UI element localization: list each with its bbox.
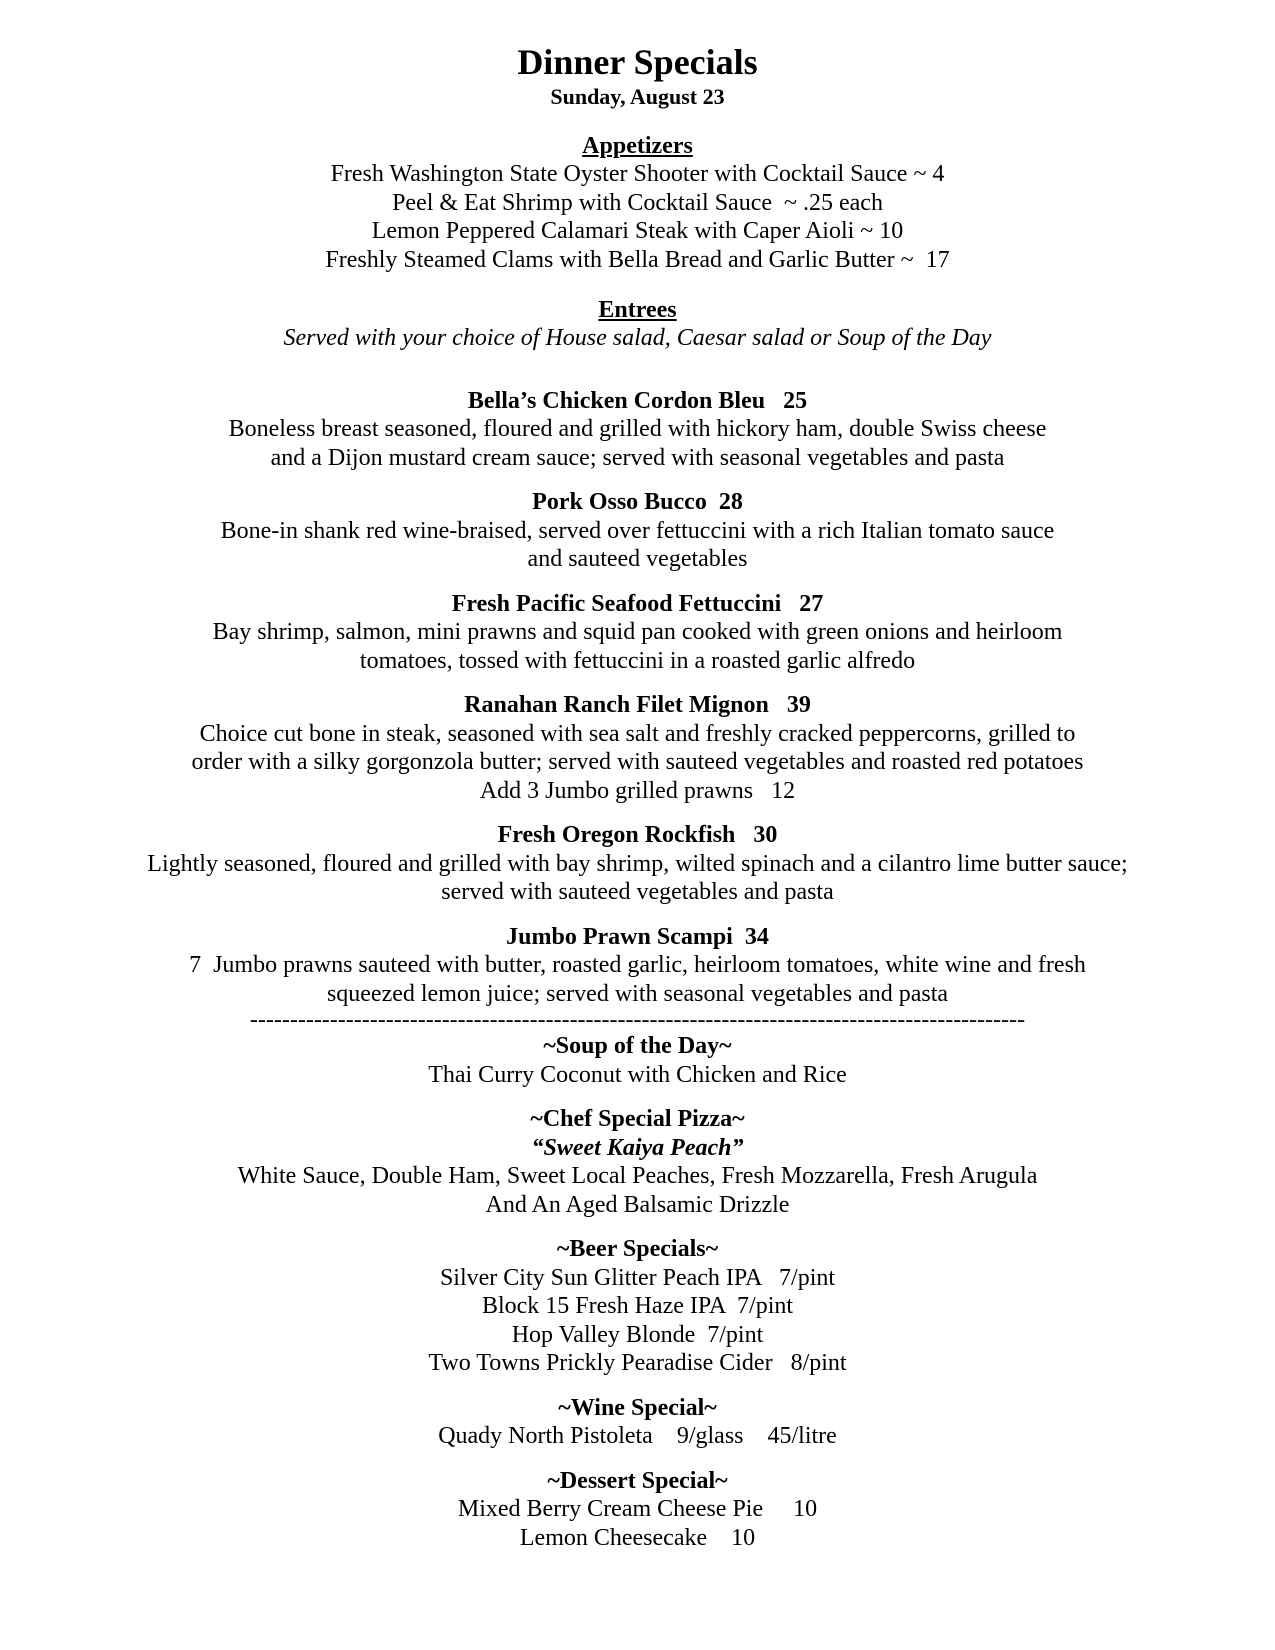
entree-addon: Add 3 Jumbo grilled prawns 12 — [479, 777, 796, 804]
beer-section — [0, 1235, 1275, 1378]
dessert-section — [0, 1467, 1275, 1553]
entree-name: Ranahan Ranch Filet Mignon 39 — [464, 692, 811, 718]
entrees-heading: Entrees — [598, 297, 677, 323]
entrees-section — [0, 296, 1275, 1008]
appetizers-section — [0, 132, 1275, 274]
entree-description: tomatoes, tossed with fettuccini in a roasted garlic alfredo — [359, 647, 916, 674]
pizza-description: White Sauce, Double Ham, Sweet Local Peaches, Fresh Mozzarella, Fresh Arugula — [237, 1163, 1038, 1189]
wine-heading: ~Wine Special~ — [558, 1394, 717, 1421]
entree-description: Boneless breast seasoned, floured and grilled with hickory ham, double Swiss cheese — [228, 416, 1047, 442]
beer-item: Block 15 Fresh Haze IPA 7/pint — [481, 1293, 794, 1319]
beer-heading: ~Beer Specials~ — [556, 1236, 719, 1262]
page-date: Sunday, August 23 — [550, 84, 725, 109]
entree-description: Bay shrimp, salmon, mini prawns and squid pan cooked with green onions and heirloom — [212, 619, 1063, 645]
wine-item: Quady North Pistoleta 9/glass 45/litre — [438, 1423, 837, 1449]
appetizer-item: Fresh Washington State Oyster Shooter with Cocktail Sauce ~ 4 — [330, 161, 945, 187]
appetizer-item: Lemon Peppered Calamari Steak with Caper Aioli ~ 10 — [371, 218, 904, 244]
entree-description: served with sauteed vegetables and pasta — [441, 879, 834, 905]
entree-description: and sauteed vegetables — [527, 546, 748, 572]
pizza-name: “Sweet Kaiya Peach” — [531, 1134, 744, 1161]
dessert-heading: ~Dessert Special~ — [547, 1467, 728, 1494]
pizza-heading: ~Chef Special Pizza~ — [530, 1106, 745, 1132]
section-divider: ------------------------------------------------------------------------------------------------- — [249, 1008, 1026, 1032]
entree-item — [0, 691, 1275, 805]
entree-name: Pork Osso Bucco 28 — [532, 489, 743, 515]
pizza-section — [0, 1105, 1275, 1219]
beer-item: Two Towns Prickly Pearadise Cider 8/pint — [428, 1350, 847, 1376]
entree-item — [0, 821, 1275, 907]
beer-item: Hop Valley Blonde 7/pint — [511, 1321, 764, 1348]
beer-item: Silver City Sun Glitter Peach IPA 7/pint — [439, 1264, 836, 1291]
page-title: Dinner Specials — [517, 42, 758, 82]
appetizers-heading: Appetizers — [582, 133, 693, 159]
entree-item — [0, 590, 1275, 676]
entree-description: 7 Jumbo prawns sauteed with butter, roasted garlic, heirloom tomatoes, white wine and fresh — [189, 952, 1086, 978]
soup-item: Thai Curry Coconut with Chicken and Rice — [428, 1061, 847, 1088]
wine-section — [0, 1394, 1275, 1451]
entree-description: Bone-in shank red wine-braised, served over fettuccini with a rich Italian tomato sauce — [220, 517, 1055, 544]
appetizer-item: Peel & Eat Shrimp with Cocktail Sauce ~ .25 each — [392, 189, 883, 216]
entree-description: order with a silky gorgonzola butter; served with sauteed vegetables and roasted red potatoes — [191, 749, 1084, 775]
dessert-item: Mixed Berry Cream Cheese Pie 10 — [457, 1496, 818, 1522]
soup-heading: ~Soup of the Day~ — [543, 1033, 732, 1059]
appetizer-item: Freshly Steamed Clams with Bella Bread and Garlic Butter ~ 17 — [325, 246, 950, 273]
entree-item — [0, 387, 1275, 473]
entree-name: Jumbo Prawn Scampi 34 — [506, 923, 769, 950]
entree-name: Fresh Pacific Seafood Fettuccini 27 — [451, 590, 824, 617]
entree-item — [0, 488, 1275, 574]
soup-section — [0, 1032, 1275, 1089]
entree-item — [0, 923, 1275, 1009]
entree-description: Choice cut bone in steak, seasoned with sea salt and freshly cracked peppercorns, grilled to — [199, 720, 1076, 747]
entree-name: Fresh Oregon Rockfish 30 — [497, 822, 778, 848]
entree-description: Lightly seasoned, floured and grilled with bay shrimp, wilted spinach and a cilantro lime butter sauce; — [147, 850, 1128, 877]
entree-description: and a Dijon mustard cream sauce; served with seasonal vegetables and pasta — [270, 444, 1005, 471]
entree-name: Bella’s Chicken Cordon Bleu 25 — [467, 387, 808, 414]
pizza-description: And An Aged Balsamic Drizzle — [485, 1191, 790, 1218]
entree-description: squeezed lemon juice; served with seasonal vegetables and pasta — [326, 980, 949, 1007]
dessert-item: Lemon Cheesecake 10 — [519, 1524, 756, 1551]
entrees-note: Served with your choice of House salad, Caesar salad or Soup of the Day — [283, 325, 992, 351]
